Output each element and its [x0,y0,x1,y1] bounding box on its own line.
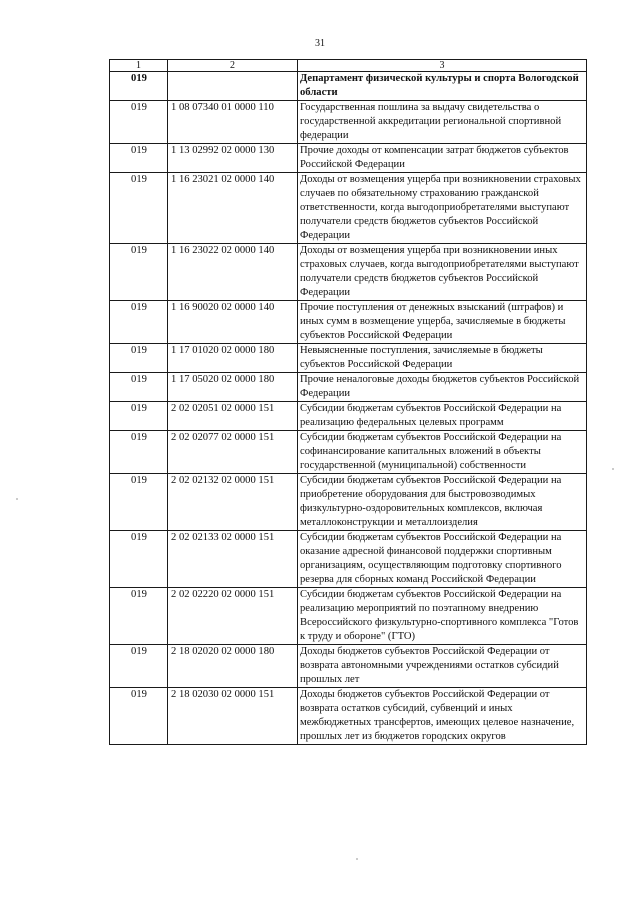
row-code: 019 [110,301,168,344]
table-row [110,531,587,588]
row-name: Прочие доходы от компенсации затрат бюджетов субъектов Российской Федерации [298,144,587,173]
header-row [110,60,587,72]
department-row [110,72,587,101]
table-row [110,344,587,373]
row-kbk: 2 02 02132 02 0000 151 [168,474,298,531]
table-row [110,645,587,688]
header-col-2: 2 [168,60,298,72]
row-code: 019 [110,474,168,531]
row-code: 019 [110,373,168,402]
row-name: Субсидии бюджетам субъектов Российской Федерации на реализацию федеральных целевых программ [298,402,587,431]
row-kbk: 1 08 07340 01 0000 110 [168,101,298,144]
scan-speck [612,468,614,470]
table-header [110,60,587,72]
header-col-3: 3 [298,60,587,72]
table-row [110,431,587,474]
table-row [110,173,587,244]
row-code: 019 [110,431,168,474]
row-code: 019 [110,402,168,431]
row-name: Субсидии бюджетам субъектов Российской Федерации на оказание адресной финансовой поддержки спортивным организациям, осуществляющим подготовку спортивного резерва для сборных команд Российской Федерации [298,531,587,588]
row-name: Доходы от возмещения ущерба при возникновении страховых случаев по обязательному страхованию гражданской ответственности, когда выгодоприобретателями выступают получатели средств бюджетов субъектов Российской Федерации [298,173,587,244]
row-kbk: 1 16 23021 02 0000 140 [168,173,298,244]
table-row [110,474,587,531]
table-row [110,402,587,431]
row-kbk: 1 17 01020 02 0000 180 [168,344,298,373]
row-name: Невыясненные поступления, зачисляемые в бюджеты субъектов Российской Федерации [298,344,587,373]
row-code: 019 [110,144,168,173]
row-name: Государственная пошлина за выдачу свидетельства о государственной аккредитации региональной спортивной федерации [298,101,587,144]
row-name: Субсидии бюджетам субъектов Российской Федерации на приобретение оборудования для быстровозводимых физкультурно-оздоровительных комплексов, включая металлоконструкции и металлоизделия [298,474,587,531]
table-body [110,72,587,745]
row-kbk: 2 18 02020 02 0000 180 [168,645,298,688]
row-code: 019 [110,531,168,588]
row-name: Прочие поступления от денежных взысканий (штрафов) и иных сумм в возмещение ущерба, зачисляемые в бюджеты субъектов Российской Федерации [298,301,587,344]
row-code: 019 [110,588,168,645]
department-name: Департамент физической культуры и спорта Вологодской области [298,72,587,101]
row-kbk: 2 02 02051 02 0000 151 [168,402,298,431]
table-row [110,144,587,173]
row-kbk: 1 17 05020 02 0000 180 [168,373,298,402]
row-kbk: 2 02 02077 02 0000 151 [168,431,298,474]
table-row [110,244,587,301]
department-code: 019 [110,72,168,101]
row-kbk: 2 18 02030 02 0000 151 [168,688,298,745]
row-kbk: 1 16 90020 02 0000 140 [168,301,298,344]
row-name: Доходы бюджетов субъектов Российской Федерации от возврата автономными учреждениями остатков субсидий прошлых лет [298,645,587,688]
row-name: Субсидии бюджетам субъектов Российской Федерации на софинансирование капитальных вложений в объекты государственной (муниципальной) собственности [298,431,587,474]
row-code: 019 [110,645,168,688]
page-number: 31 [315,38,325,49]
header-col-1: 1 [110,60,168,72]
income-codes-table [109,59,587,745]
row-name: Доходы бюджетов субъектов Российской Федерации от возврата остатков субсидий, субвенций и иных межбюджетных трансфертов, имеющих целевое назначение, прошлых лет из бюджетов городских округов [298,688,587,745]
row-code: 019 [110,688,168,745]
row-code: 019 [110,101,168,144]
row-name: Доходы от возмещения ущерба при возникновении иных страховых случаев, когда выгодоприобретателями выступают получатели средств бюджетов субъектов Российской Федерации [298,244,587,301]
row-code: 019 [110,244,168,301]
row-kbk: 2 02 02133 02 0000 151 [168,531,298,588]
table-row [110,588,587,645]
table-row [110,688,587,745]
table-row [110,301,587,344]
row-name: Субсидии бюджетам субъектов Российской Федерации на реализацию мероприятий по поэтапному внедрению Всероссийского физкультурно-спортивного комплекса "Готов к труду и обороне" (ГТО) [298,588,587,645]
scan-speck [16,498,18,500]
table-row [110,101,587,144]
department-kbk-empty [168,72,298,101]
row-name: Прочие неналоговые доходы бюджетов субъектов Российской Федерации [298,373,587,402]
table-row [110,373,587,402]
row-kbk: 2 02 02220 02 0000 151 [168,588,298,645]
row-code: 019 [110,344,168,373]
row-code: 019 [110,173,168,244]
row-kbk: 1 13 02992 02 0000 130 [168,144,298,173]
row-kbk: 1 16 23022 02 0000 140 [168,244,298,301]
scan-speck [356,858,358,860]
